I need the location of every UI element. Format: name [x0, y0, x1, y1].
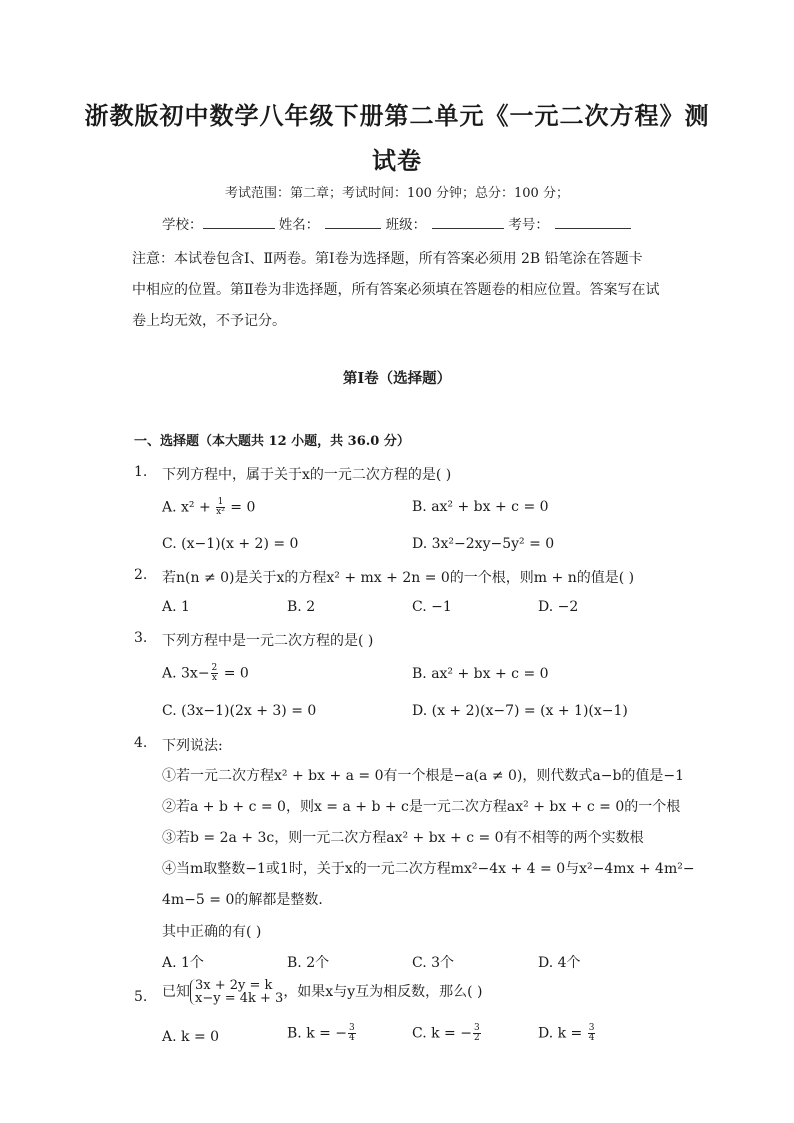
- option-b[interactable]: B. ax² + bx + c = 0: [412, 499, 549, 515]
- question-number: 4.: [134, 735, 148, 751]
- option-c[interactable]: [412, 1024, 482, 1043]
- page-title-continued: 试卷: [372, 146, 422, 175]
- option-c[interactable]: C. (x−1)(x + 2) = 0: [162, 536, 299, 552]
- option-d[interactable]: D. (x + 2)(x−7) = (x + 1)(x−1): [412, 703, 628, 719]
- notice-line: 卷上均无效，不予记分。: [132, 313, 286, 329]
- exam-info: 考试范围：第二章；考试时间：100 分钟；总分：100 分；: [225, 186, 569, 201]
- option-a[interactable]: A. 1个: [162, 955, 204, 971]
- option-c-text: C. k = −: [412, 1025, 472, 1042]
- equation-1: 3x + 2y = k: [195, 978, 273, 993]
- fraction-numerator: 3: [473, 1023, 480, 1033]
- option-a[interactable]: [162, 498, 255, 517]
- notice-paragraph: [132, 244, 662, 337]
- fraction-numerator: 3: [349, 1023, 355, 1033]
- fraction-numerator: 2: [211, 663, 218, 673]
- fraction-denominator: 2: [473, 1033, 480, 1043]
- fraction-numerator: 3: [588, 1023, 595, 1033]
- equation-2: x−y = 4k + 3: [195, 991, 284, 1006]
- option-a[interactable]: A. k = 0: [162, 1029, 220, 1045]
- option-b[interactable]: B. 2: [287, 599, 316, 615]
- option-a[interactable]: [162, 664, 249, 683]
- option-b-text: B. k = −: [287, 1025, 348, 1042]
- fraction: [216, 498, 225, 517]
- stem-text-end: ，如果x与y互为相反数，那么( ): [283, 984, 483, 1000]
- option-a[interactable]: A. 1: [162, 599, 190, 615]
- option-c[interactable]: C. (3x−1)(2x + 3) = 0: [162, 703, 317, 719]
- question-ask: 其中正确的有( ): [162, 924, 262, 940]
- statement-3: ③若b = 2a + 3c，则一元二次方程ax² + bx + c = 0有不相等的两个实数根: [162, 830, 644, 846]
- question-stem: 下列方程中是一元二次方程的是( ): [162, 633, 374, 649]
- name-label: 姓名：: [278, 217, 320, 233]
- fraction-numerator: 1: [217, 497, 224, 507]
- fraction: [211, 664, 219, 683]
- question-number: 1.: [134, 464, 148, 480]
- option-c[interactable]: C. 3个: [412, 955, 455, 971]
- option-d[interactable]: D. 4个: [538, 955, 581, 971]
- name-blank[interactable]: [325, 214, 381, 229]
- fraction-denominator: x²: [216, 507, 225, 517]
- stem-text: 已知: [162, 984, 190, 1000]
- question-number: 5.: [134, 989, 148, 1005]
- part-title: 一、选择题（本大题共 12 小题，共 36.0 分）: [134, 434, 410, 449]
- statement-1: ①若一元二次方程x² + bx + a = 0有一个根是−a(a ≠ 0)，则代数式a−b的值是−1: [162, 768, 685, 784]
- question-stem: [162, 979, 483, 1005]
- fraction-denominator: 4: [349, 1033, 355, 1043]
- fraction: [348, 1024, 356, 1043]
- school-blank[interactable]: [203, 214, 275, 229]
- option-d[interactable]: D. 3x²−2xy−5y² = 0: [412, 536, 555, 552]
- section-title: 第Ⅰ卷（选择题）: [342, 370, 452, 387]
- question-number: 2.: [134, 567, 148, 583]
- fraction: [473, 1024, 481, 1043]
- statement-4-continued: 4m−5 = 0的解都是整数．: [162, 892, 333, 908]
- number-blank[interactable]: [555, 214, 631, 229]
- student-info-fields: [162, 213, 631, 233]
- question-number: 3.: [134, 630, 148, 646]
- option-d[interactable]: D. −2: [538, 599, 579, 615]
- class-label: 班级：: [385, 217, 427, 233]
- option-d[interactable]: [538, 1024, 596, 1043]
- option-a-text: A. 3x−: [162, 665, 210, 682]
- option-b[interactable]: B. ax² + bx + c = 0: [412, 666, 549, 682]
- option-b[interactable]: B. 2个: [287, 955, 330, 971]
- option-b[interactable]: [287, 1024, 357, 1043]
- class-blank[interactable]: [432, 214, 504, 229]
- page-title: 浙教版初中数学八年级下册第二单元《一元二次方程》测: [84, 101, 710, 130]
- question-stem: 若n(n ≠ 0)是关于x的方程x² + mx + 2n = 0的一个根，则m + n的值是( ): [162, 570, 635, 586]
- option-d-text: D. k =: [538, 1025, 587, 1042]
- statement-2: ②若a + b + c = 0，则x = a + b + c是一元二次方程ax² + bx + c = 0的一个根: [162, 799, 681, 815]
- option-a-text-end: = 0: [219, 665, 249, 682]
- school-label: 学校：: [162, 217, 203, 233]
- equation-system: [190, 979, 283, 1005]
- fraction: [588, 1024, 596, 1043]
- question-stem: 下列方程中，属于关于x的一元二次方程的是( ): [162, 467, 452, 483]
- fraction-denominator: x: [211, 673, 217, 683]
- notice-line: 中相应的位置。第Ⅱ卷为非选择题，所有答案必须填在答题卷的相应位置。答案写在试: [132, 282, 660, 298]
- statement-4: ④当m取整数−1或1时，关于x的一元二次方程mx²−4x + 4 = 0与x²−4mx + 4m²−: [162, 861, 695, 877]
- notice-line: 注意：本试卷包含Ⅰ、Ⅱ两卷。第Ⅰ卷为选择题，所有答案必须用 2B 铅笔涂在答题卡: [132, 251, 643, 267]
- option-c[interactable]: C. −1: [412, 599, 452, 615]
- number-label: 考号：: [508, 217, 549, 233]
- option-a-text: A. x² +: [162, 499, 216, 516]
- fraction-denominator: 4: [588, 1033, 595, 1043]
- question-stem: 下列说法:: [162, 738, 223, 754]
- option-a-text-end: = 0: [225, 499, 256, 516]
